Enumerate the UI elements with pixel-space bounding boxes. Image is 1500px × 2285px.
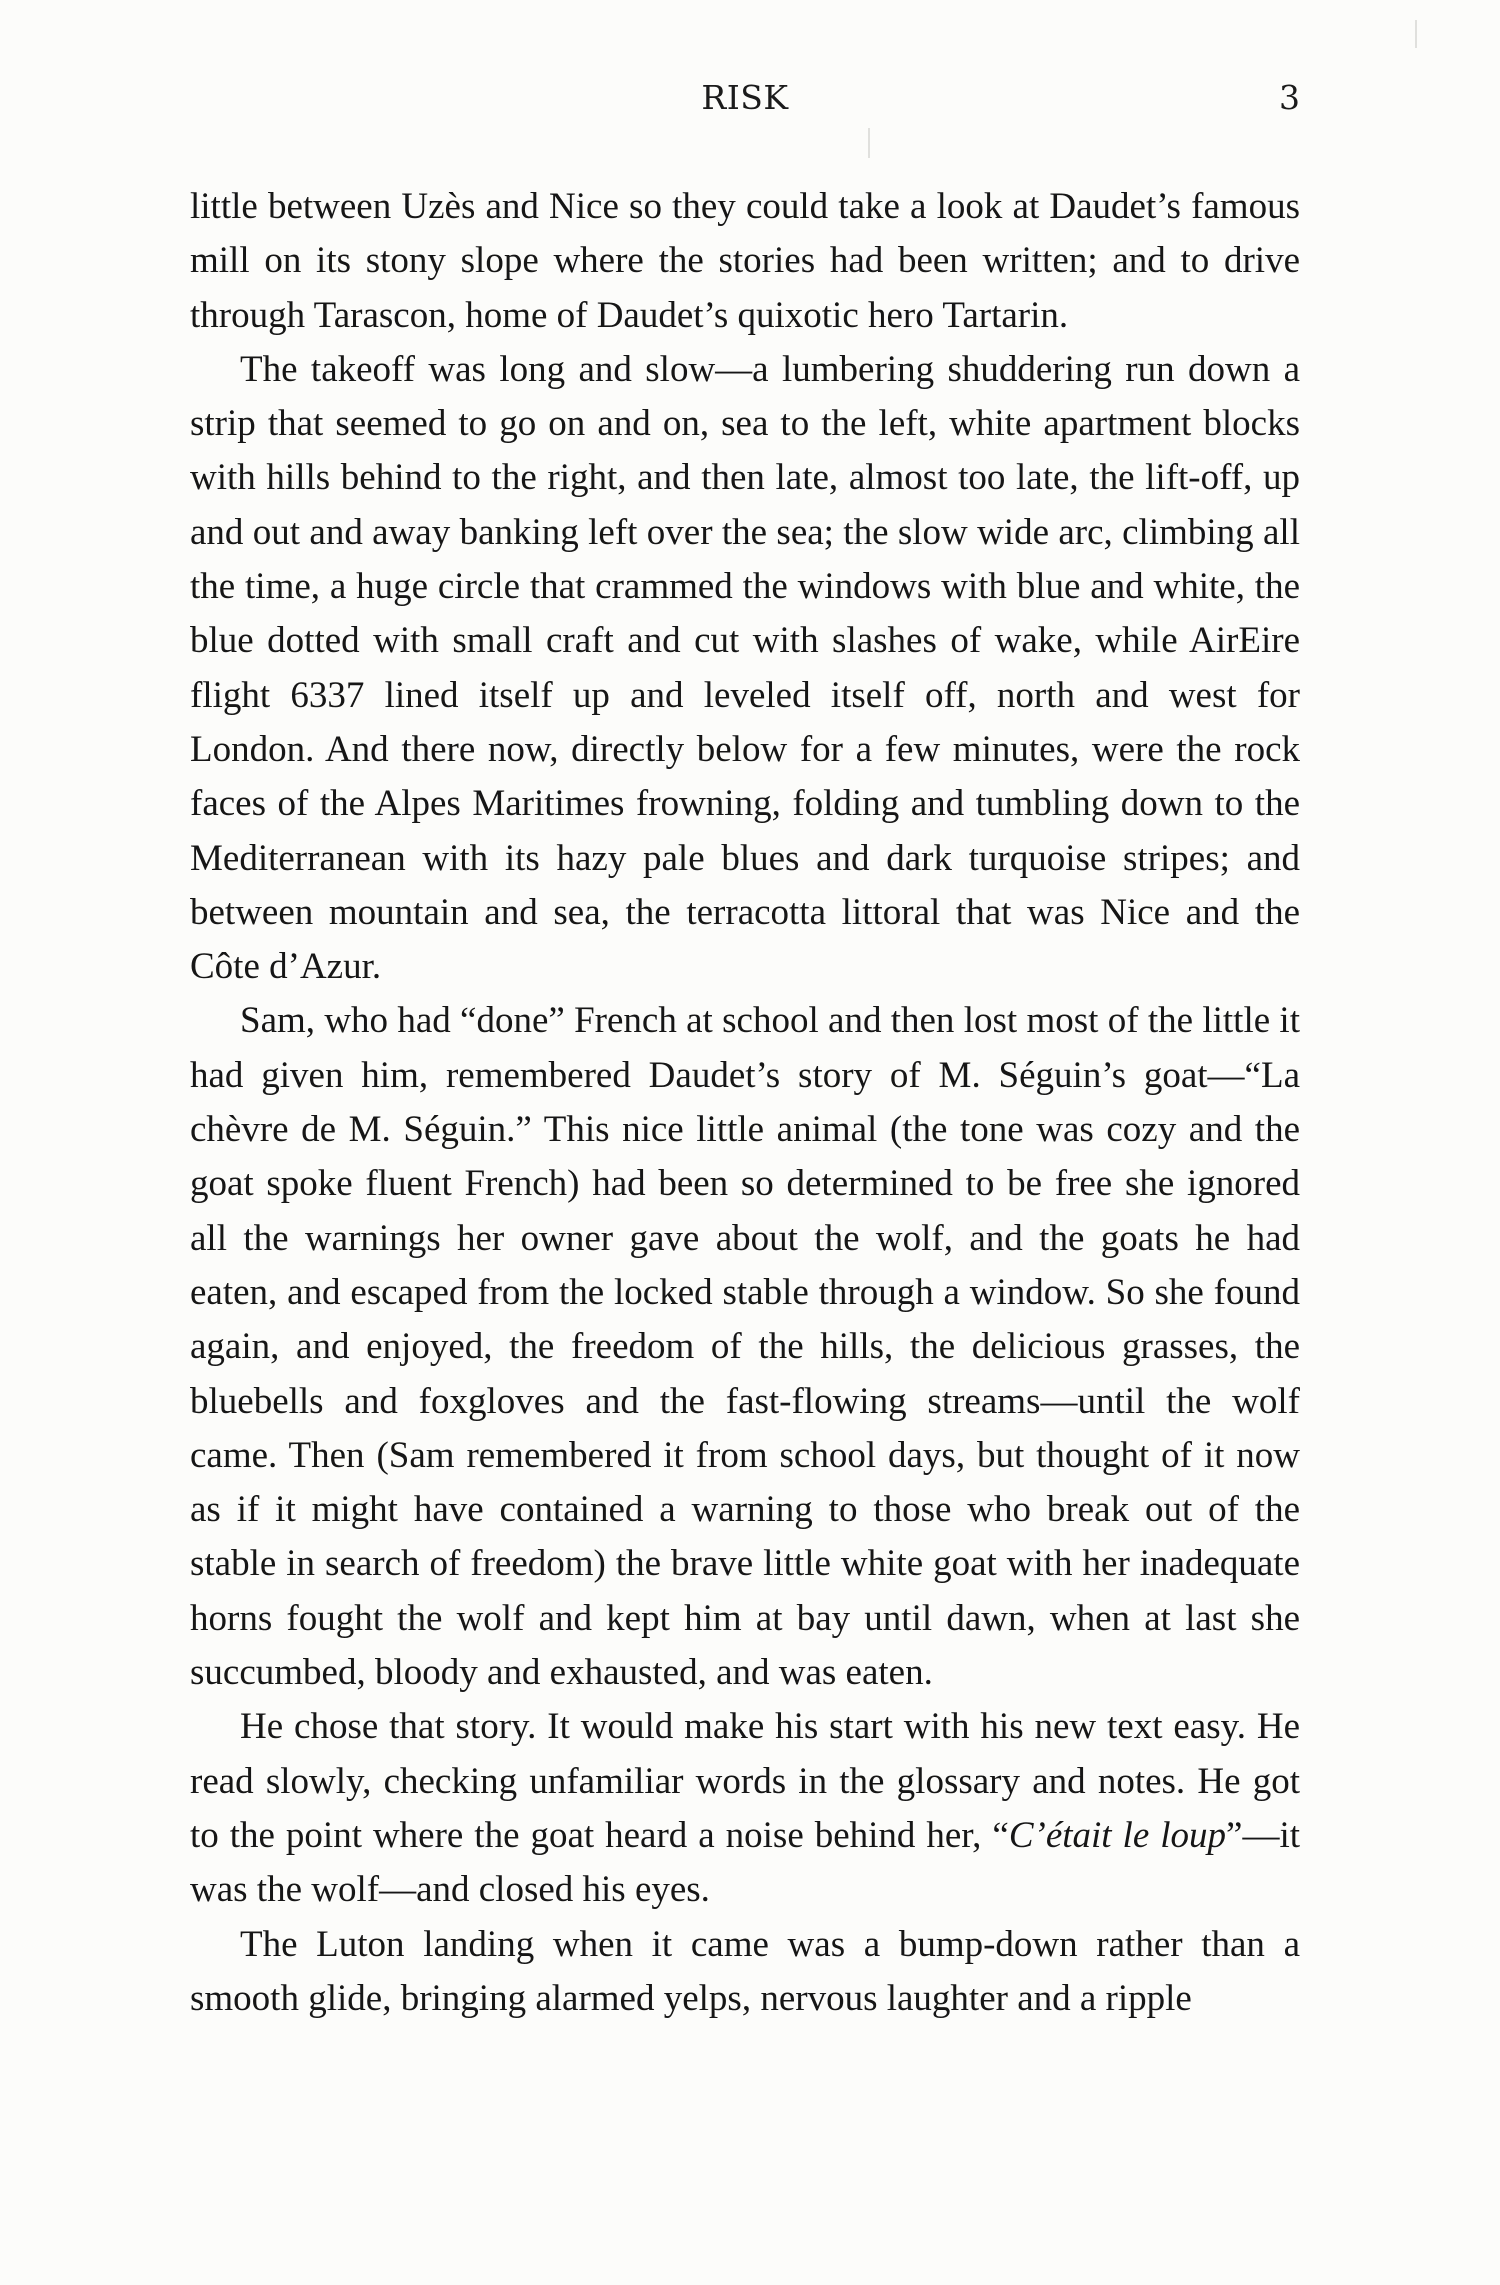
- paragraph-4-quote-open: “: [992, 1814, 1009, 1856]
- scan-artifact-line: [1415, 20, 1417, 48]
- paragraph-4: [190, 1700, 1300, 1917]
- paragraph-4-tail: —it was the wolf—and closed his eyes.: [190, 1814, 1300, 1911]
- paragraph-4-quote-close: ”: [1226, 1814, 1243, 1856]
- scan-artifact-line: [868, 128, 870, 158]
- paragraph-2: The takeoff was long and slow—a lumbering shuddering run down a strip that seemed to go on and on, sea to the left, white apartment blocks with hills behind to the right, and then late, almost too late, the lift-off, up and out and away banking left over the sea; the slow wide arc, climbing all the time, a huge circle that crammed the windows with blue and white, the blue dotted with small craft and cut with slashes of wake, while AirEire flight 6337 lined itself up and leveled itself off, north and west for London. And there now, directly below for a few minutes, were the rock faces of the Alpes Maritimes frowning, folding and tumbling down to the Mediterranean with its hazy pale blues and dark turquoise stripes; and between mountain and sea, the terracotta littoral that was Nice and the Côte d’Azur.: [190, 348, 1300, 988]
- page-number: 3: [1279, 78, 1300, 117]
- running-head: [190, 78, 1300, 124]
- body-text: [190, 180, 1300, 2026]
- paragraph-4-italic-phrase: C’était le loup: [1008, 1814, 1226, 1856]
- paragraph-5: The Luton landing when it came was a bump-down rather than a smooth glide, bringing alarmed yelps, nervous laughter and a ripple: [190, 1923, 1300, 2019]
- paragraph-3: Sam, who had “done” French at school and then lost most of the little it had given him, remembered Daudet’s story of M. Séguin’s goat—“La chèvre de M. Séguin.” This nice little animal (the tone was cozy and the goat spoke fluent French) had been so determined to be free she ignored all the warnings her owner gave about the wolf, and the goats he had eaten, and escaped from the locked stable through a window. So she found again, and enjoyed, the freedom of the hills, the delicious grasses, the bluebells and foxgloves and the fast-flowing streams—until the wolf came. Then (Sam remembered it from school days, but thought of it now as if it might have contained a warning to those who break out of the stable in search of freedom) the brave little white goat with her inadequate horns fought the wolf and kept him at bay until dawn, when at last she succumbed, bloody and exhausted, and was eaten.: [190, 1000, 1300, 1694]
- paragraph-4-text: He chose that story. It would make his start with his new text easy. He read slowly, checking unfamiliar words in the glossary and notes. He got to the point where the goat heard a noise behind her,: [190, 1706, 1300, 1856]
- paragraph-1: little between Uzès and Nice so they could take a look at Daudet’s famous mill on its stony slope where the stories had been written; and to drive through Tarascon, home of Daudet’s quixotic hero Tartarin.: [190, 186, 1300, 336]
- running-title: RISK: [701, 78, 789, 117]
